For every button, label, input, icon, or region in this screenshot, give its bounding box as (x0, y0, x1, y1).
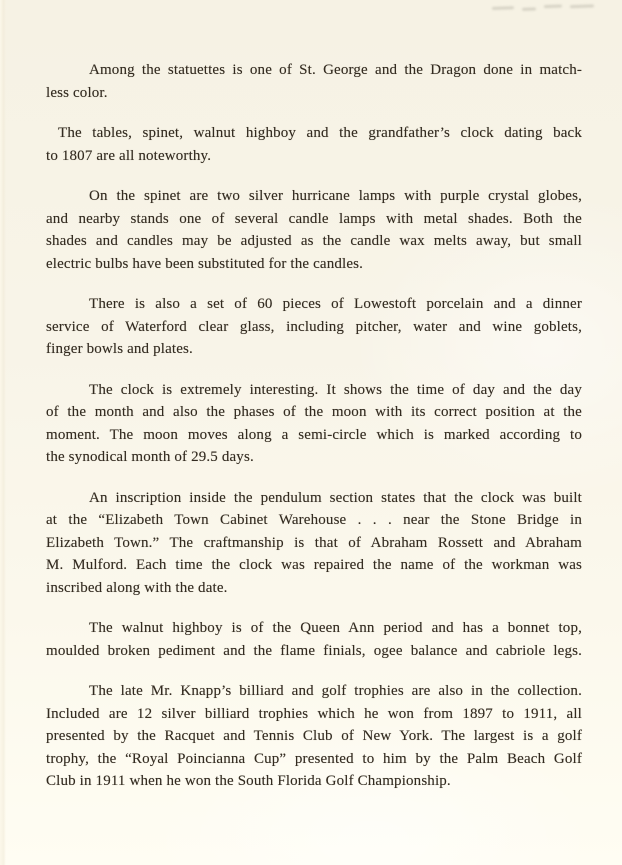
paragraph (46, 680, 582, 793)
text-line: The clock is extremely interesting. It shows the time of day and the day (89, 381, 582, 398)
text-line: Among the statuettes is one of St. George and the Dragon done in match- (89, 62, 582, 78)
text-line: electric bulbs have been substituted for the candles. (46, 255, 364, 272)
text-line: An inscription inside the pendulum section states that the clock was built (89, 489, 582, 506)
scan-edge-band (0, 0, 6, 865)
paragraph (46, 617, 582, 662)
paragraph (46, 379, 582, 469)
text-line: The tables, spinet, walnut highboy and the grandfather’s clock dating back (58, 125, 582, 141)
text-line: less color. (46, 84, 108, 101)
text-line: and nearby stands one of several candle lamps with metal shades. Both the (46, 210, 582, 227)
text-line: to 1807 are all noteworthy. (46, 147, 212, 164)
paragraph (46, 293, 582, 361)
text-line: presented by the Racquet and Tennis Club of New York. The largest is a golf (46, 728, 582, 744)
text-line: trophy, the “Royal Poincianna Cup” presented to him by the Palm Beach Golf (46, 750, 582, 767)
text-line: shades and candles may be adjusted as the candle wax melts away, but small (46, 233, 582, 249)
text-line: inscribed along with the date. (46, 579, 228, 596)
text-line: at the “Elizabeth Town Cabinet Warehouse . . . near the Stone Bridge in (46, 512, 582, 528)
text-line: Elizabeth Town.” The craftmanship is that of Abraham Rossett and Abraham (46, 534, 582, 551)
paragraph (46, 59, 582, 104)
scan-smudge-artifact (488, 0, 608, 16)
paragraph (46, 185, 582, 275)
text-line: of the month and also the phases of the moon with its correct position at the (46, 404, 582, 420)
text-line: moulded broken pediment and the flame finials, ogee balance and cabriole legs. (46, 642, 582, 659)
text-line: Included are 12 silver billiard trophies which he won from 1897 to 1911, all (46, 705, 582, 722)
paragraph (46, 122, 582, 167)
paragraph (46, 487, 582, 600)
text-line: M. Mulford. Each time the clock was repaired the name of the workman was (46, 557, 582, 573)
text-line: service of Waterford clear glass, including pitcher, water and wine goblets, (46, 318, 582, 335)
text-line: There is also a set of 60 pieces of Lowestoft porcelain and a dinner (89, 296, 582, 312)
text-line: the synodical month of 29.5 days. (46, 449, 254, 465)
text-line: The late Mr. Knapp’s billiard and golf trophies are also in the collection. (89, 683, 582, 699)
text-line: finger bowls and plates. (46, 341, 193, 357)
text-line: Club in 1911 when he won the South Florida Golf Championship. (46, 773, 451, 789)
text-line: The walnut highboy is of the Queen Ann period and has a bonnet top, (89, 620, 582, 636)
page-text-block (46, 59, 582, 793)
text-line: moment. The moon moves along a semi-circle which is marked according to (46, 426, 582, 443)
text-line: On the spinet are two silver hurricane lamps with purple crystal globes, (89, 188, 582, 204)
